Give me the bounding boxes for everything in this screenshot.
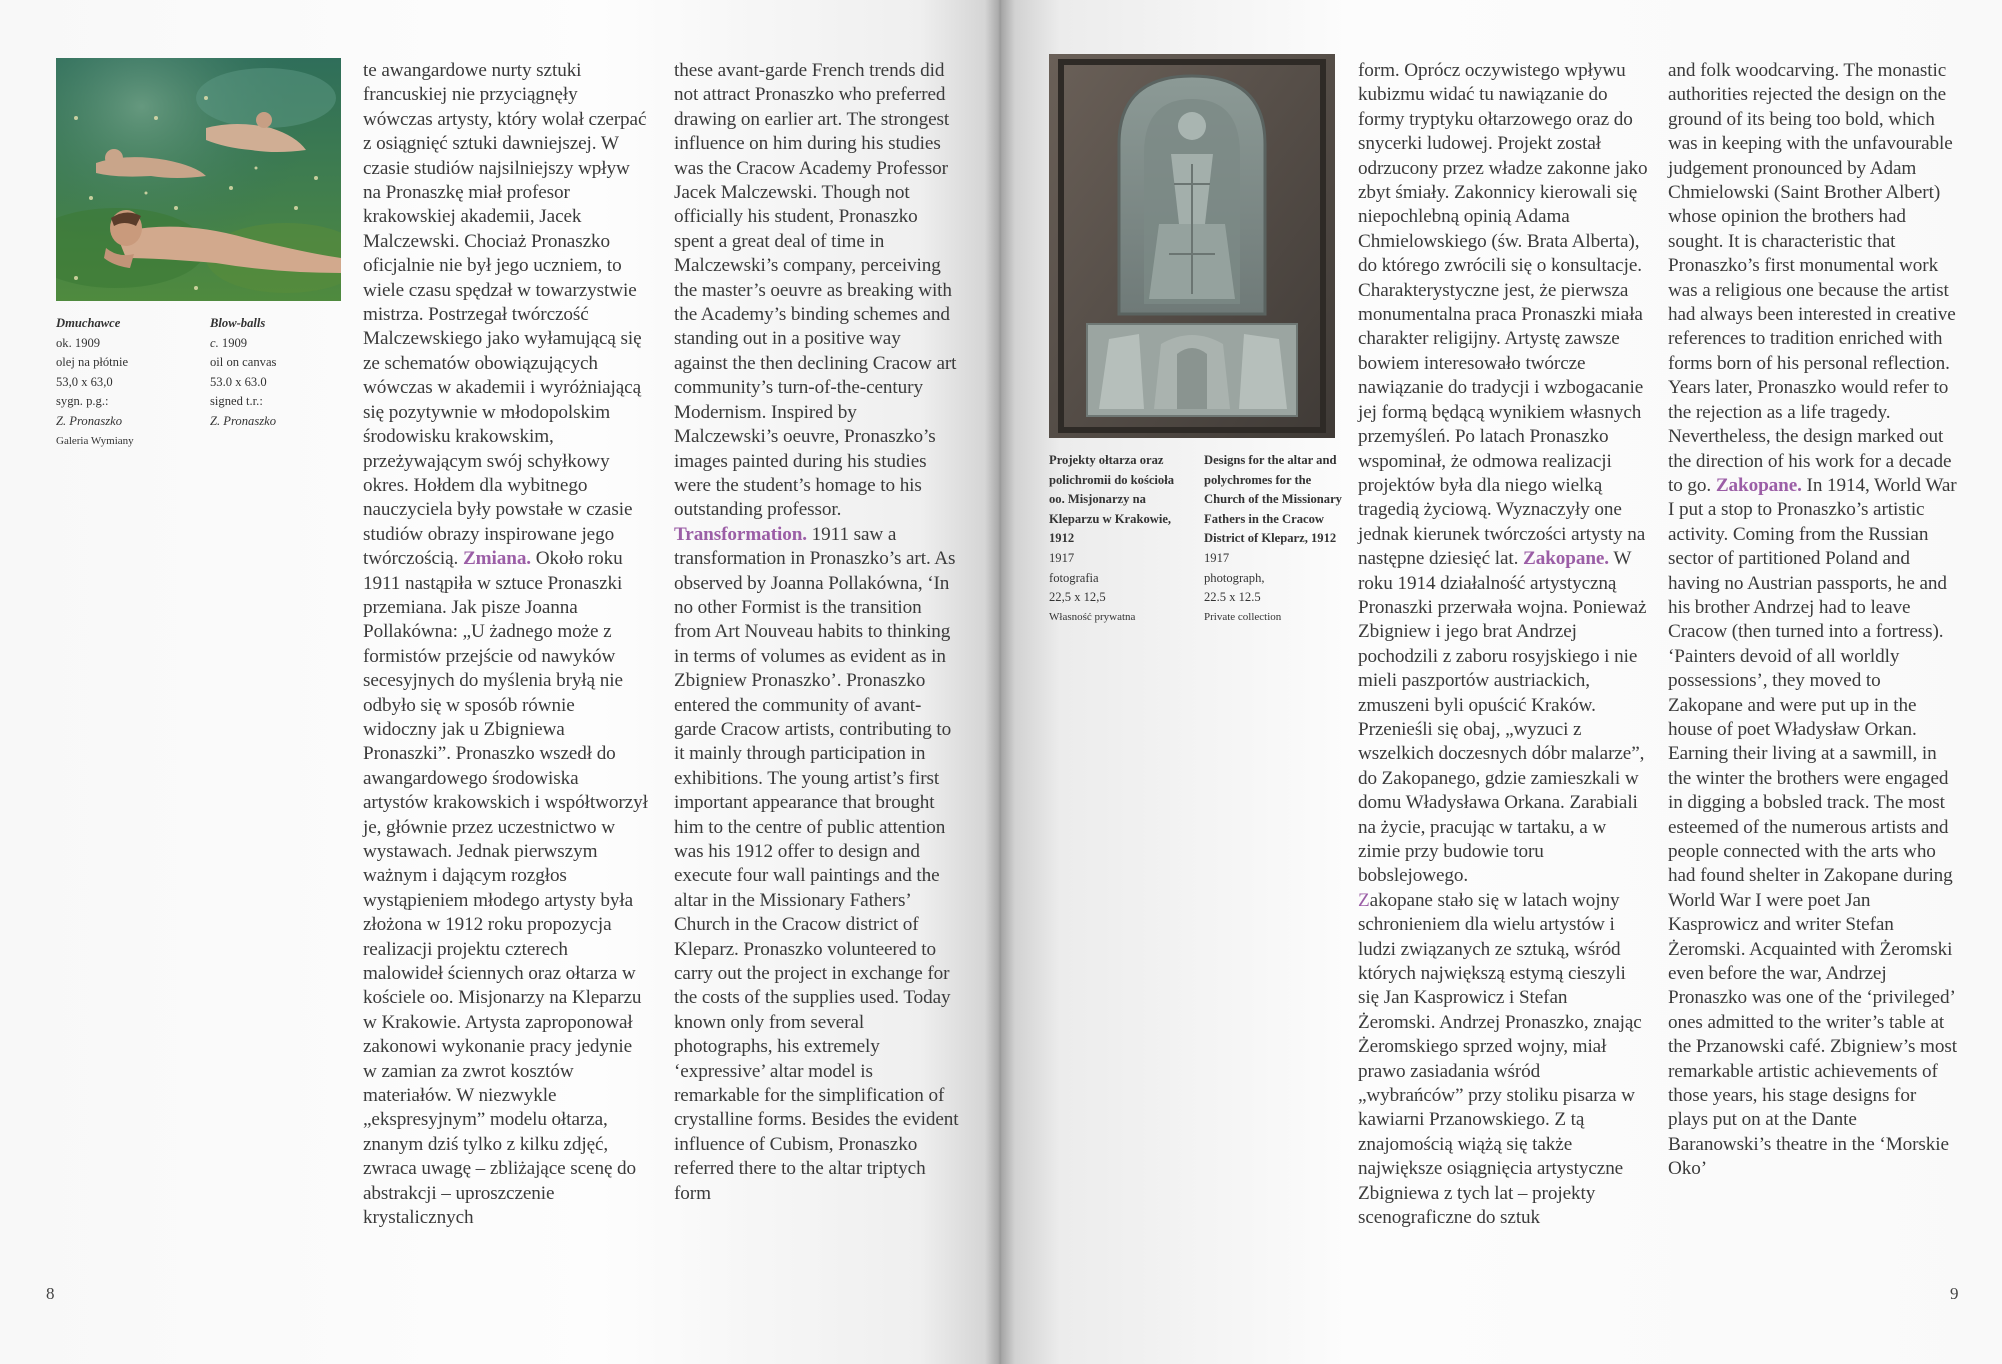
- section-heading-transformation: Transformation.: [674, 523, 807, 545]
- caption-date-prefix: c.: [210, 335, 219, 350]
- paragraph: [1668, 59, 1958, 1182]
- caption-dims: 22,5 x 12,5: [1049, 590, 1106, 605]
- caption-signed: sygn. p.g.:: [56, 394, 109, 409]
- caption-date: 1917: [1049, 550, 1075, 565]
- caption-pl-altar: [1049, 451, 1189, 627]
- paragraph-text: 1911 saw a transformation in Pronaszko’s art. As observed by Joanna Pollakówna, ‘In no other Formist is the transition from Art Nouveau habits to thinking in terms of volumes as evident as in Zbigniew Pronaszko’. Pronaszko entered the community of avant-garde Cracow artists, contributing to it mainly through participation in exhibitions. The young artist’s first important appearance that brought him to the centre of public attention was his 1912 offer to design and execute four wall paintings and the altar in the Missionary Fathers’ Church in the Cracow district of Kleparz. Pronaszko volunteered to carry out the project in exchange for the costs of the supplies used. Today known only from several photographs, his extremely ‘expressive’ altar model is remarkable for the simplification of crystalline forms. Besides the evident influence of Cubism, Pronaszko referred there to the altar triptych form: [674, 523, 959, 1204]
- paragraph-text: and folk woodcarving. The monastic authorities rejected the design on the ground of its being too bold, which was in keeping with the unfavourable judgement pronounced by Adam Chmielowski (Saint Brother Albert) whose opinion the brothers had sought. It is characteristic that Pronaszko’s first monumental work was a religious one because the artist had always been interested in creative references to tradition enriched with forms born of his personal reflection. Years later, Pronaszko would refer to the rejection as a life tragedy. Nevertheless, the design marked out the direction of his work for a decade to go.: [1668, 60, 1956, 496]
- column-en-left: [674, 59, 959, 1206]
- paragraph-text: akopane stało się w latach wojny schronieniem dla wielu artystów i ludzi związanych ze sztuką, wśród których największą estymą cieszyli się Jan Kasprowicz i Stefan Żeromski. Andrzej Pronaszko, znając Żeromskiego sprzed wojny, miał prawo zasiadania wśród „wybrańców” przy stoliku pisarza w kawiarni Przanowskiego. Z tą znajomością wiążą się także największe osiągnięcia artystyczne Zbigniewa z tych lat – projekty scenograficzne do sztuk: [1358, 889, 1642, 1229]
- caption-owner: Private collection: [1204, 610, 1282, 623]
- caption-owner: Galeria Wymiany: [56, 434, 134, 447]
- caption-medium: fotografia: [1049, 570, 1099, 585]
- left-page: [0, 0, 1000, 1364]
- caption-date: 1917: [1204, 550, 1230, 565]
- caption-dims: 53,0 x 63,0: [56, 374, 113, 389]
- caption-dims: 22.5 x 12.5: [1204, 590, 1261, 605]
- caption-signed: signed t.r.:: [210, 394, 263, 409]
- paragraph-text: Około roku 1911 nastąpiła w sztuce Pronaszki przemiana. Jak pisze Joanna Pollakówna: „U żadnego może z formistów przejście od nawyków secesyjnych do myślenia bryłą nie odbyło się w sposób równie widoczny jak u Zbigniewa Pronaszki”. Pronaszko wszedł do awangardowego środowiska artystów krakowskich i współtworzył je, głównie przez uczestnictwo w wystawach. Jednak pierwszym ważnym i dającym rozgłos wystąpieniem młodego artysty była złożona w 1912 roku propozycja realizacji projektu czterech malowideł ściennych oraz ołtarza w kościele oo. Misjonarzy na Kleparzu w Krakowie. Artysta zaproponował zakonowi wykonanie pracy jedynie w zamian za zwrot kosztów materiałów. W niezwykle „ekspresyjnym” modelu ołtarza, znanym dziś tylko z kilku zdjęć, zwraca uwagę – zbliżające scenę do abstrakcji – uproszczenie krystalicznych: [363, 548, 648, 1229]
- paragraph-text: these avant-garde French trends did not attract Pronaszko who preferred drawing on earlier art. The strongest influence on him during his studies was the Cracow Academy Professor Jacek Malczewski. Though not officially his student, Pronaszko spent a great deal of time in Malczewski’s company, perceiving the master’s oeuvre as breaking with the Academy’s binding schemes and standing out in a positive way against the then declining Cracow art community’s turn-of-the-century Modernism. Inspired by Malczewski’s oeuvre, Pronaszko’s images painted during his studies were the student’s homage to his outstanding professor.: [674, 60, 957, 521]
- painting-blow-balls: [56, 58, 341, 301]
- caption-signature: Z. Pronaszko: [56, 413, 123, 428]
- section-heading-zmiana: Zmiana.: [462, 548, 532, 570]
- caption-title: Projekty ołtarza oraz polichromii do kościoła oo. Misjonarzy na Kleparzu w Krakowie, 1912: [1049, 453, 1175, 546]
- paragraph: [1358, 59, 1648, 889]
- caption-title: Dmuchawce: [56, 316, 121, 330]
- caption-medium: oil on canvas: [210, 355, 277, 370]
- caption-title: Designs for the altar and polychromes for the Church of the Missionary Fathers in the Cracow District of Kleparz, 1912: [1204, 453, 1342, 546]
- caption-title: Blow-balls: [210, 316, 266, 330]
- paragraph-text: In 1914, World War I put a stop to Pronaszko’s artistic activity. Coming from the Russian sector of partitioned Poland and having no Austrian passports, he and his brother Andrzej had to leave Cracow (then turned into a fortress). ‘Painters devoid of all worldly possessions’, they moved to Zakopane and were put up in the house of poet Władysław Orkan. Earning their living at a sawmill, in the winter the brothers were engaged in digging a bobsled track. The most esteemed of the numerous artists and people connected with the arts who had found shelter in Zakopane during World War I were poet Jan Kasprowicz and writer Stefan Żeromski. Acquainted with Żeromski even before the war, Andrzej Pronaszko was one of the ‘privileged’ ones admitted to the writer’s table at the Przanowski café. Zbigniew’s most remarkable artistic achievements of those years, his stage designs for plays put on at the Dante Baranowski’s theatre in the ‘Morskie Oko’: [1668, 474, 1957, 1180]
- book-gutter-shadow: [985, 0, 1015, 1364]
- column-pl-left: [363, 59, 648, 1231]
- caption-dims: 53.0 x 63.0: [210, 374, 267, 389]
- caption-date: 1909: [218, 335, 248, 350]
- painting-blow-balls-image: [56, 58, 341, 301]
- paragraph: [674, 59, 959, 1206]
- paragraph-text: form. Oprócz oczywistego wpływu kubizmu widać tu nawiązanie do formy tryptyku ołtarzowego oraz do snycerki ludowej. Projekt został odrzucony przez władze zakonne jako zbyt śmiały. Zakonnicy kierowali się niepochlebną opinią Adama Chmielowskiego (św. Brata Alberta), do którego zwrócili się o konsultacje. Charakterystyczne jest, że pierwsza monumentalna praca Pronaszki miała charakter religijny. Artystę zawsze bowiem interesowało twórcze nawiązanie do tradycji i wzbogacanie jej formą będącą wynikiem własnych przemyśleń. Po latach Pronaszko wspominał, że odmowa realizacji projektów była dla niego wielką tragedią życiową. Wyznaczyły one jednak kierunek twórczości artysty na następne dziesięć lat.: [1358, 60, 1648, 570]
- caption-medium: photograph,: [1204, 570, 1265, 585]
- column-en-right: [1668, 59, 1958, 1182]
- photo-altar-design-image: [1049, 54, 1335, 438]
- section-heading-zakopane-pl: Zakopane.: [1523, 548, 1610, 570]
- caption-owner: Własność prywatna: [1049, 610, 1136, 623]
- caption-signature: Z. Pronaszko: [210, 413, 277, 428]
- drop-letter: Z: [1358, 889, 1370, 911]
- caption-en-blow-balls: [210, 314, 340, 432]
- paragraph: [363, 59, 648, 1231]
- caption-medium: olej na płótnie: [56, 355, 129, 370]
- caption-pl-blow-balls: [56, 314, 196, 451]
- section-heading-zakopane-en: Zakopane.: [1715, 474, 1802, 496]
- paragraph-text: te awangardowe nurty sztuki francuskiej nie przyciągnęły wówczas artysty, który wolał czerpać z osiągnięć sztuki dawniejszej. W czasie studiów najsilniejszy wpływ na Pronaszkę miał profesor krakowskiej akademii, Jacek Malczewski. Chociaż Pronaszko oficjalnie nie był jego uczniem, to wiele czasu spędzał w towarzystwie mistrza. Postrzegał twórczość Malczewskiego jako wyłamującą się ze schematów obowiązujących wówczas w akademii i wyróżniającą się pozytywnie w młodopolskim środowisku krakowskim, przeżywającym swój schyłkowy okres. Hołdem dla wybitnego nauczyciela były powstałe w czasie studiów obrazy inspirowane jego twórczością.: [363, 60, 647, 570]
- caption-en-altar: [1204, 451, 1348, 627]
- page-number-left: 8: [46, 1284, 55, 1303]
- paragraph-text: W roku 1914 działalność artystyczną Pronaszki przerwała wojna. Ponieważ Zbigniew i jego brat Andrzej pochodzili z zaboru rosyjskiego i nie mieli paszportów austriackich, zmuszeni byli opuścić Kraków. Przenieśli się obaj, „wyzuci z wszelkich doczesnych dóbr malarze”, do Zakopanego, gdzie zamieszkali w domu Władysława Orkana. Zarabiali na życie, pracując w tartaku, a w zimie przy budowie toru bobslejowego.: [1358, 548, 1647, 887]
- paragraph: [1358, 889, 1648, 1231]
- caption-date: ok. 1909: [56, 335, 101, 350]
- page-number-right: 9: [1950, 1284, 1959, 1303]
- photo-altar-design: [1049, 54, 1335, 438]
- right-page: [1000, 0, 2002, 1364]
- column-pl-right: [1358, 59, 1648, 1231]
- caption-date-line: [210, 334, 340, 354]
